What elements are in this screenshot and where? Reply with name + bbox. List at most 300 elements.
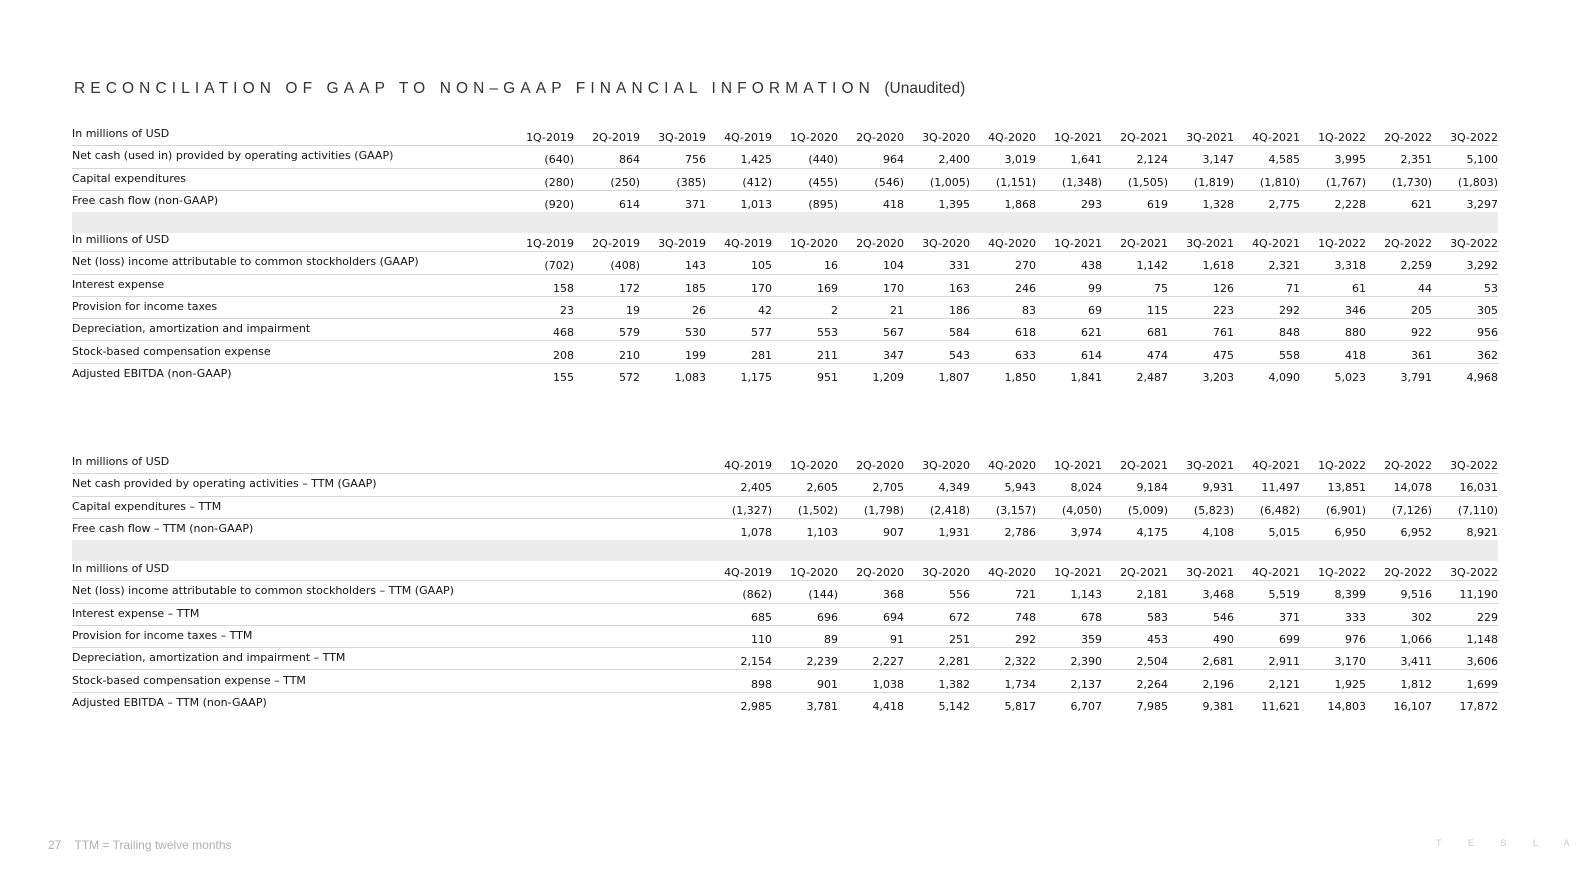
value-cell [904,319,970,341]
table-row [72,363,1498,385]
value-cell [640,341,706,363]
cell-text: 2Q-2022 [1384,459,1432,473]
cell-text: 2,322 [1004,655,1036,669]
value-cell [574,190,640,212]
cell-text: 848 [1279,326,1300,340]
value-cell [1168,319,1234,341]
value-cell [772,274,838,296]
column-header [1234,124,1300,146]
table-row [72,518,1498,540]
cell-text: 4,090 [1268,370,1300,384]
value-cell [772,496,838,518]
row-label [72,670,508,692]
value-cell [574,625,640,647]
cell-text: 1Q-2021 [1054,566,1102,580]
value-cell [706,692,772,714]
value-cell [1102,252,1168,274]
cell-text: 169 [817,281,838,295]
cell-text: 898 [751,677,772,691]
cell-text: 2Q-2021 [1120,459,1168,473]
cell-text: Net (loss) income attributable to common stockholders – TTM (GAAP) [72,584,454,598]
value-cell [970,474,1036,496]
cell-text: 23 [560,304,574,318]
value-cell [1300,252,1366,274]
cell-text: 75 [1154,281,1168,295]
cell-text: 2Q-2020 [856,237,904,251]
column-header [1300,452,1366,474]
cell-text: Depreciation, amortization and impairment [72,322,311,336]
cell-text: 490 [1213,633,1234,647]
cell-text: 3,170 [1334,655,1366,669]
cell-text: 185 [685,281,706,295]
value-cell [1234,648,1300,670]
column-header [1036,124,1102,146]
cell-text: 333 [1345,610,1366,624]
column-header [904,124,970,146]
cell-text: (440) [808,153,838,167]
value-cell [1366,146,1432,168]
cell-text: 3,203 [1202,370,1234,384]
cell-text: 1Q-2019 [526,131,574,145]
cell-text: 4Q-2020 [988,459,1036,473]
cell-text: 1,209 [872,370,904,384]
value-cell [1102,363,1168,385]
value-cell [904,670,970,692]
cell-text: 359 [1081,633,1102,647]
value-cell [1366,252,1432,274]
value-cell [1300,274,1366,296]
column-header [574,124,640,146]
table-row [72,319,1498,341]
value-cell [1036,625,1102,647]
cell-text: 453 [1147,633,1168,647]
value-cell [970,603,1036,625]
cell-text: 1,425 [740,153,772,167]
cell-text: 956 [1477,326,1498,340]
value-cell [640,474,706,496]
cell-text: 2Q-2021 [1120,131,1168,145]
cell-text: 4,108 [1202,526,1234,540]
value-cell [970,296,1036,318]
cell-text: 2,281 [938,655,970,669]
cell-text: 1Q-2020 [790,566,838,580]
cell-text: (385) [676,175,706,189]
value-cell [970,252,1036,274]
header-row [72,230,1498,252]
row-label [72,559,508,581]
row-label [72,692,508,714]
column-header [1102,559,1168,581]
row-label [72,518,508,540]
cell-text: (1,798) [863,503,904,517]
cell-text: 2,405 [740,481,772,495]
value-cell [1366,670,1432,692]
value-cell [1036,190,1102,212]
value-cell [1036,670,1102,692]
column-header [970,124,1036,146]
value-cell [1168,518,1234,540]
value-cell [706,319,772,341]
cell-text: 2,390 [1070,655,1102,669]
cell-text: 14,078 [1393,481,1432,495]
cell-text: (3,157) [995,503,1036,517]
value-cell [772,363,838,385]
cell-text: Adjusted EBITDA (non-GAAP) [72,366,232,380]
column-header [1366,124,1432,146]
value-cell [1102,168,1168,190]
column-header [1366,452,1432,474]
value-cell [1366,648,1432,670]
value-cell [772,670,838,692]
cell-text: 13,851 [1327,481,1366,495]
cell-text: 1Q-2021 [1054,131,1102,145]
value-cell [1234,581,1300,603]
column-header [1300,559,1366,581]
cell-text: 1,103 [806,526,838,540]
cell-text: 2,911 [1268,655,1300,669]
cell-text: 9,381 [1202,699,1234,713]
value-cell [1300,670,1366,692]
cell-text: 170 [883,281,904,295]
cell-text: 543 [949,348,970,362]
value-cell [574,363,640,385]
value-cell [838,168,904,190]
tesla-logo: T E S L A [1436,838,1582,848]
column-header [640,559,706,581]
cell-text: 186 [949,304,970,318]
value-cell [904,190,970,212]
cell-text: (5,823) [1193,503,1234,517]
value-cell [1300,190,1366,212]
value-cell [706,190,772,212]
cell-text: 53 [1484,281,1498,295]
value-cell [1168,168,1234,190]
value-cell [1234,603,1300,625]
cell-text: 2Q-2019 [592,131,640,145]
value-cell [1168,625,1234,647]
value-cell [1366,518,1432,540]
cell-text: 1,812 [1400,677,1432,691]
value-cell [706,168,772,190]
column-header [706,559,772,581]
cell-text: 1Q-2022 [1318,459,1366,473]
value-cell [970,518,1036,540]
value-cell [574,252,640,274]
row-label [72,168,508,190]
cell-text: 2,137 [1070,677,1102,691]
cell-text: 5,100 [1466,153,1498,167]
cell-text: 756 [685,153,706,167]
cell-text: Net cash (used in) provided by operating activities (GAAP) [72,149,394,163]
value-cell [904,625,970,647]
value-cell [574,168,640,190]
value-cell [904,341,970,363]
cell-text: (895) [808,198,838,212]
value-cell [706,648,772,670]
row-label [72,230,508,252]
cell-text: 530 [685,326,706,340]
column-header [706,124,772,146]
cell-text: 4,175 [1136,526,1168,540]
value-cell [1168,603,1234,625]
cell-text: 4Q-2021 [1252,237,1300,251]
column-header [904,559,970,581]
value-cell [574,274,640,296]
value-cell [904,518,970,540]
column-header [574,452,640,474]
value-cell [1234,146,1300,168]
cell-text: 61 [1352,281,1366,295]
column-header [508,124,574,146]
value-cell [1036,692,1102,714]
value-cell [970,274,1036,296]
title-main: RECONCILIATION OF GAAP TO NON–GAAP FINANCIAL INFORMATION [74,80,875,97]
value-cell [1036,146,1102,168]
cell-text: 270 [1015,259,1036,273]
cell-text: 246 [1015,281,1036,295]
row-label [72,124,508,146]
cell-text: 2Q-2021 [1120,566,1168,580]
value-cell [508,363,574,385]
cell-text: 1,066 [1400,633,1432,647]
value-cell [970,692,1036,714]
table-row [72,496,1498,518]
value-cell [838,603,904,625]
cell-text: 468 [553,326,574,340]
cell-text: 4,418 [872,699,904,713]
cell-text: 3,292 [1466,259,1498,273]
value-cell [640,670,706,692]
value-cell [706,274,772,296]
cell-text: 583 [1147,610,1168,624]
value-cell [706,296,772,318]
value-cell [1102,296,1168,318]
value-cell [1366,496,1432,518]
column-header [1036,559,1102,581]
cell-text: 1,175 [740,370,772,384]
value-cell [1102,625,1168,647]
cell-text: 3,791 [1400,370,1432,384]
cell-text: 694 [883,610,904,624]
column-header [970,452,1036,474]
value-cell [508,274,574,296]
cell-text: 44 [1418,281,1432,295]
cell-text: (1,502) [797,503,838,517]
cell-text: 721 [1015,588,1036,602]
value-cell [904,474,970,496]
cell-text: 2,259 [1400,259,1432,273]
footnote: TTM = Trailing twelve months [74,838,232,852]
value-cell [838,474,904,496]
cell-text: 1Q-2020 [790,459,838,473]
cell-text: 2Q-2019 [592,237,640,251]
cell-text: 3,995 [1334,153,1366,167]
cell-text: (1,505) [1127,175,1168,189]
value-cell [838,190,904,212]
value-cell [772,252,838,274]
cell-text: 143 [685,259,706,273]
cell-text: 163 [949,281,970,295]
row-label [72,274,508,296]
cell-text: 9,931 [1202,481,1234,495]
page-number: 27 [48,838,62,852]
value-cell [706,603,772,625]
column-header [1300,124,1366,146]
cell-text: 208 [553,348,574,362]
cell-text: 2,400 [938,153,970,167]
cell-text: 371 [685,198,706,212]
cell-text: 371 [1279,610,1300,624]
cell-text: 964 [883,153,904,167]
value-cell [1432,648,1498,670]
cell-text: 558 [1279,348,1300,362]
cell-text: 619 [1147,198,1168,212]
value-cell [1366,168,1432,190]
column-header [1102,452,1168,474]
value-cell [772,319,838,341]
value-cell [1234,319,1300,341]
cell-text: (546) [874,175,904,189]
value-cell [1234,168,1300,190]
cell-text: 2,775 [1268,198,1300,212]
cell-text: 901 [817,677,838,691]
cell-text: 3,147 [1202,153,1234,167]
value-cell [1168,190,1234,212]
table-row [72,692,1498,714]
value-cell [1036,319,1102,341]
cell-text: 223 [1213,304,1234,318]
header-row [72,452,1498,474]
value-cell [1036,274,1102,296]
value-cell [1234,190,1300,212]
cell-text: 16,107 [1393,699,1432,713]
cell-text: 42 [758,304,772,318]
cell-text: Provision for income taxes [72,300,218,314]
column-header [772,559,838,581]
column-header [706,452,772,474]
cell-text: Net (loss) income attributable to common stockholders (GAAP) [72,255,419,269]
cell-text: 2,321 [1268,259,1300,273]
value-cell [1432,496,1498,518]
column-header [838,230,904,252]
cell-text: 3Q-2021 [1186,459,1234,473]
value-cell [1300,581,1366,603]
cell-text: 2,264 [1136,677,1168,691]
value-cell [1432,625,1498,647]
value-cell [970,648,1036,670]
table-row [72,625,1498,647]
value-cell [970,363,1036,385]
value-cell [574,581,640,603]
cell-text: Stock-based compensation expense – TTM [72,673,306,687]
cell-text: 685 [751,610,772,624]
value-cell [574,319,640,341]
cell-text: 3,974 [1070,526,1102,540]
value-cell [970,341,1036,363]
value-cell [508,474,574,496]
value-cell [574,603,640,625]
value-cell [904,146,970,168]
cell-text: (250) [610,175,640,189]
cell-text: 210 [619,348,640,362]
cell-text: Free cash flow – TTM (non-GAAP) [72,522,254,536]
value-cell [1234,363,1300,385]
cell-text: 1,142 [1136,259,1168,273]
value-cell [1102,670,1168,692]
table-row [72,252,1498,274]
value-cell [574,341,640,363]
cell-text: 2Q-2022 [1384,237,1432,251]
value-cell [1036,341,1102,363]
value-cell [1300,474,1366,496]
cell-text: 5,015 [1268,526,1300,540]
cell-text: 880 [1345,326,1366,340]
cell-text: 1Q-2019 [526,237,574,251]
cell-text: 6,952 [1400,526,1432,540]
cell-text: 572 [619,370,640,384]
table-row [72,296,1498,318]
cell-text: 4,968 [1466,370,1498,384]
cell-text: 99 [1088,281,1102,295]
cell-text: (144) [808,588,838,602]
cell-text: 2 [831,304,838,318]
value-cell [1300,518,1366,540]
cell-text: 3Q-2019 [658,237,706,251]
cell-text: Provision for income taxes – TTM [72,629,253,643]
page-title [74,80,965,98]
row-label [72,581,508,603]
cell-text: (2,418) [929,503,970,517]
value-cell [1036,474,1102,496]
value-cell [772,625,838,647]
cell-text: 1,931 [938,526,970,540]
column-header [1168,452,1234,474]
value-cell [1168,474,1234,496]
row-label [72,648,508,670]
value-cell [772,603,838,625]
cell-text: 614 [619,198,640,212]
value-cell [772,146,838,168]
cell-text: Capital expenditures – TTM [72,499,222,513]
value-cell [1432,146,1498,168]
value-cell [838,296,904,318]
value-cell [508,252,574,274]
table-row [72,670,1498,692]
value-cell [1432,319,1498,341]
value-cell [904,603,970,625]
value-cell [1102,474,1168,496]
adjusted-ebitda-table [72,230,1498,385]
cell-text: 3Q-2020 [922,566,970,580]
value-cell [772,296,838,318]
cell-text: 158 [553,281,574,295]
value-cell [640,274,706,296]
column-header [1102,124,1168,146]
cell-text: 1,395 [938,198,970,212]
cell-text: 16,031 [1459,481,1498,495]
cell-text: 281 [751,348,772,362]
value-cell [1036,581,1102,603]
cell-text: 4Q-2019 [724,459,772,473]
value-cell [1366,692,1432,714]
cell-text: 4Q-2020 [988,566,1036,580]
value-cell [1366,296,1432,318]
value-cell [1102,648,1168,670]
cell-text: 16 [824,259,838,273]
adjusted-ebitda-ttm-table [72,559,1498,714]
cell-text: Adjusted EBITDA – TTM (non-GAAP) [72,695,267,709]
cell-text: 292 [1279,304,1300,318]
